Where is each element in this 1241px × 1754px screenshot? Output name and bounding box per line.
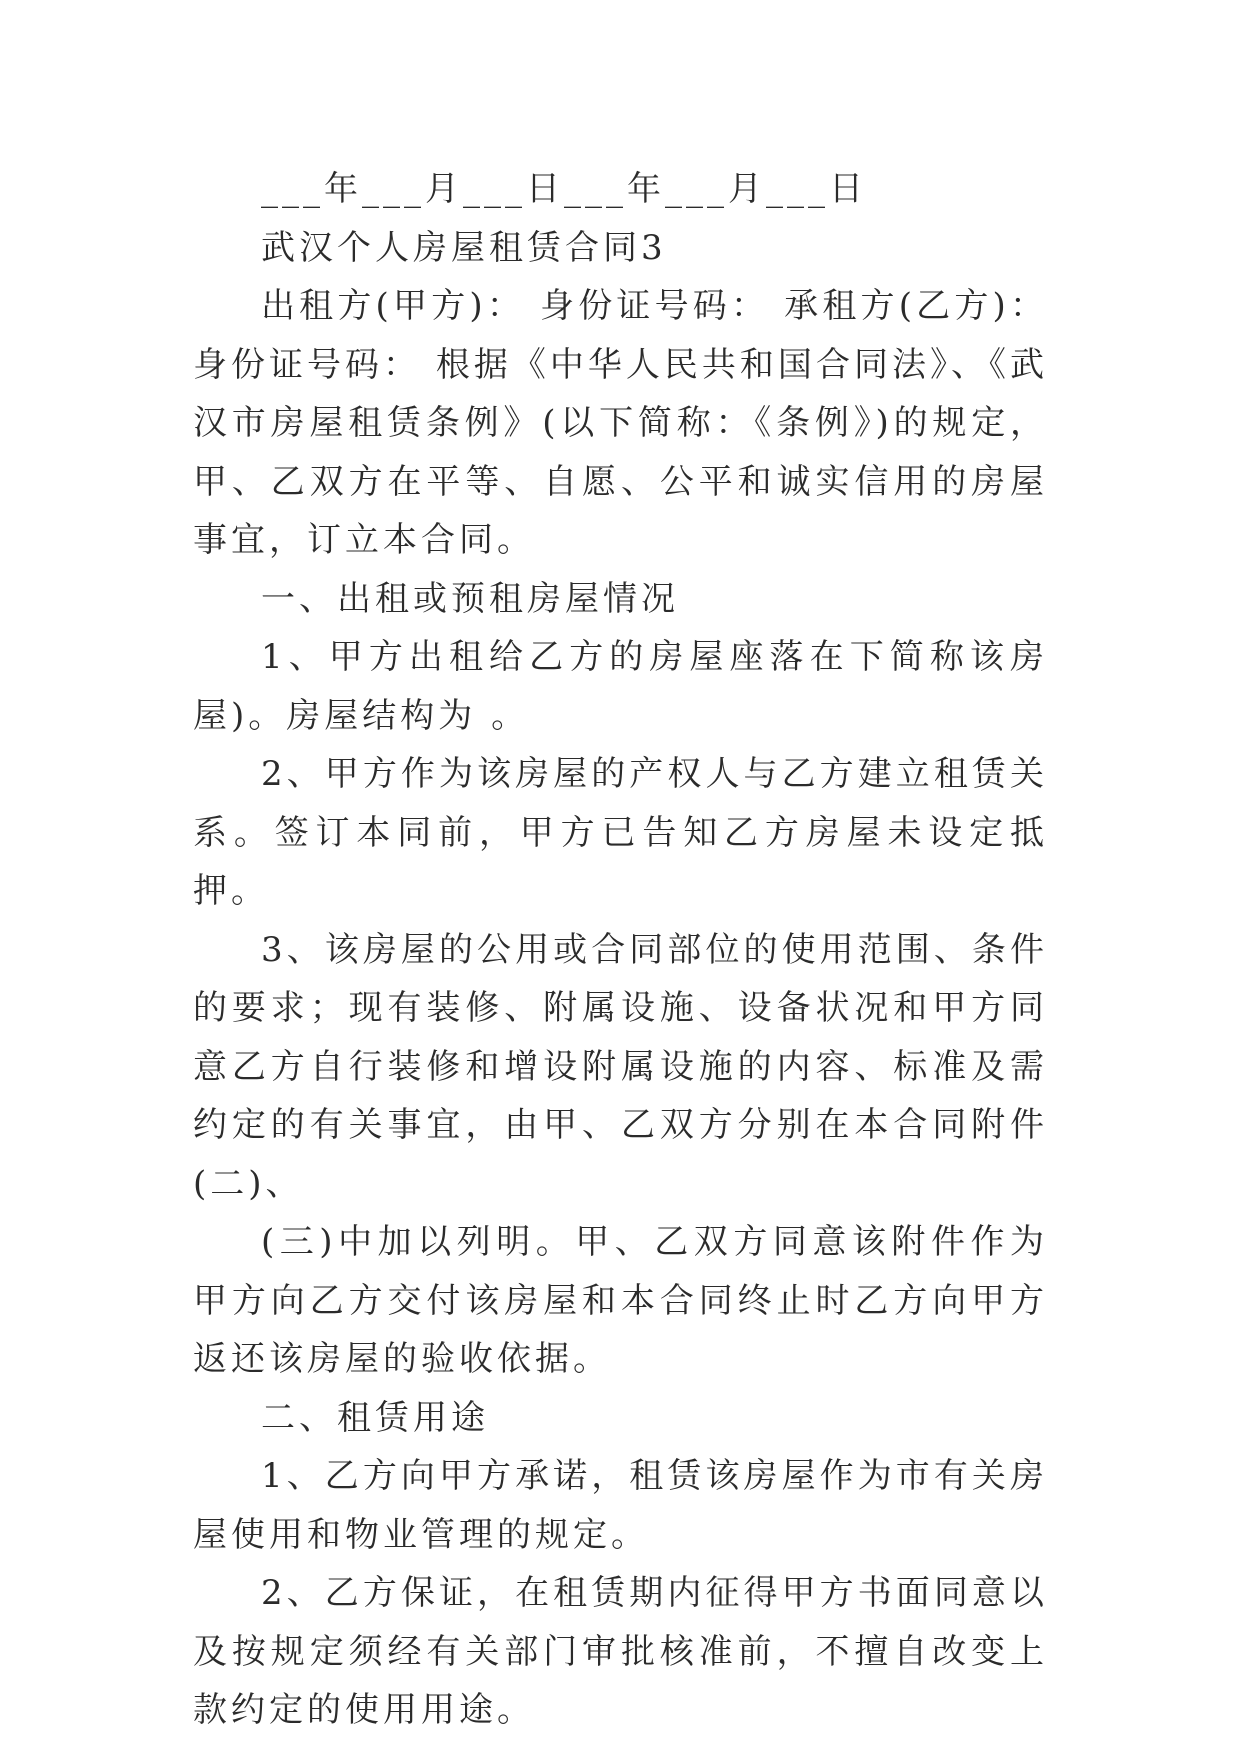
clause-2-2: 2、乙方保证，在租赁期内征得甲方书面同意以及按规定须经有关部门审批核准前，不擅自改变上款约定的使用用途。: [193, 1573, 1048, 1730]
document-body: [193, 160, 1048, 1740]
clause-1-2: 2、甲方作为该房屋的产权人与乙方建立租赁关系。签订本同前，甲方已告知乙方房屋未设定抵押。: [193, 754, 1048, 911]
parties-paragraph: 出租方(甲方)： 身份证号码： 承租方(乙方)： 身份证号码： 根据《中华人民共和国合同法》、《武汉市房屋租赁条例》(以下简称：《条例》)的规定，甲、乙双方在平等、自愿、公平和诚实信用的房屋事宜，订立本合同。: [193, 286, 1048, 560]
date-blank-line: ___年___月___日___年___月___日: [261, 169, 867, 209]
clause-1-1: 1、甲方出租给乙方的房屋座落在下简称该房屋)。房屋结构为 。: [193, 637, 1048, 736]
section-heading-1: 一、出租或预租房屋情况: [261, 578, 679, 619]
clause-1-3: 3、该房屋的公用或合同部位的使用范围、条件的要求；现有装修、附属设施、设备状况和甲方同意乙方自行装修和增设附属设施的内容、标准及需约定的有关事宜，由甲、乙双方分别在本合同附件(二)、: [193, 929, 1048, 1204]
contract-title: 武汉个人房屋租赁合同3: [261, 227, 667, 268]
clause-2-1: 1、乙方向甲方承诺，租赁该房屋作为市有关房屋使用和物业管理的规定。: [193, 1456, 1048, 1555]
clause-1-3-continued: (三)中加以列明。甲、乙双方同意该附件作为甲方向乙方交付该房屋和本合同终止时乙方向甲方返还该房屋的验收依据。: [193, 1222, 1048, 1379]
section-heading-2: 二、租赁用途: [261, 1397, 489, 1438]
